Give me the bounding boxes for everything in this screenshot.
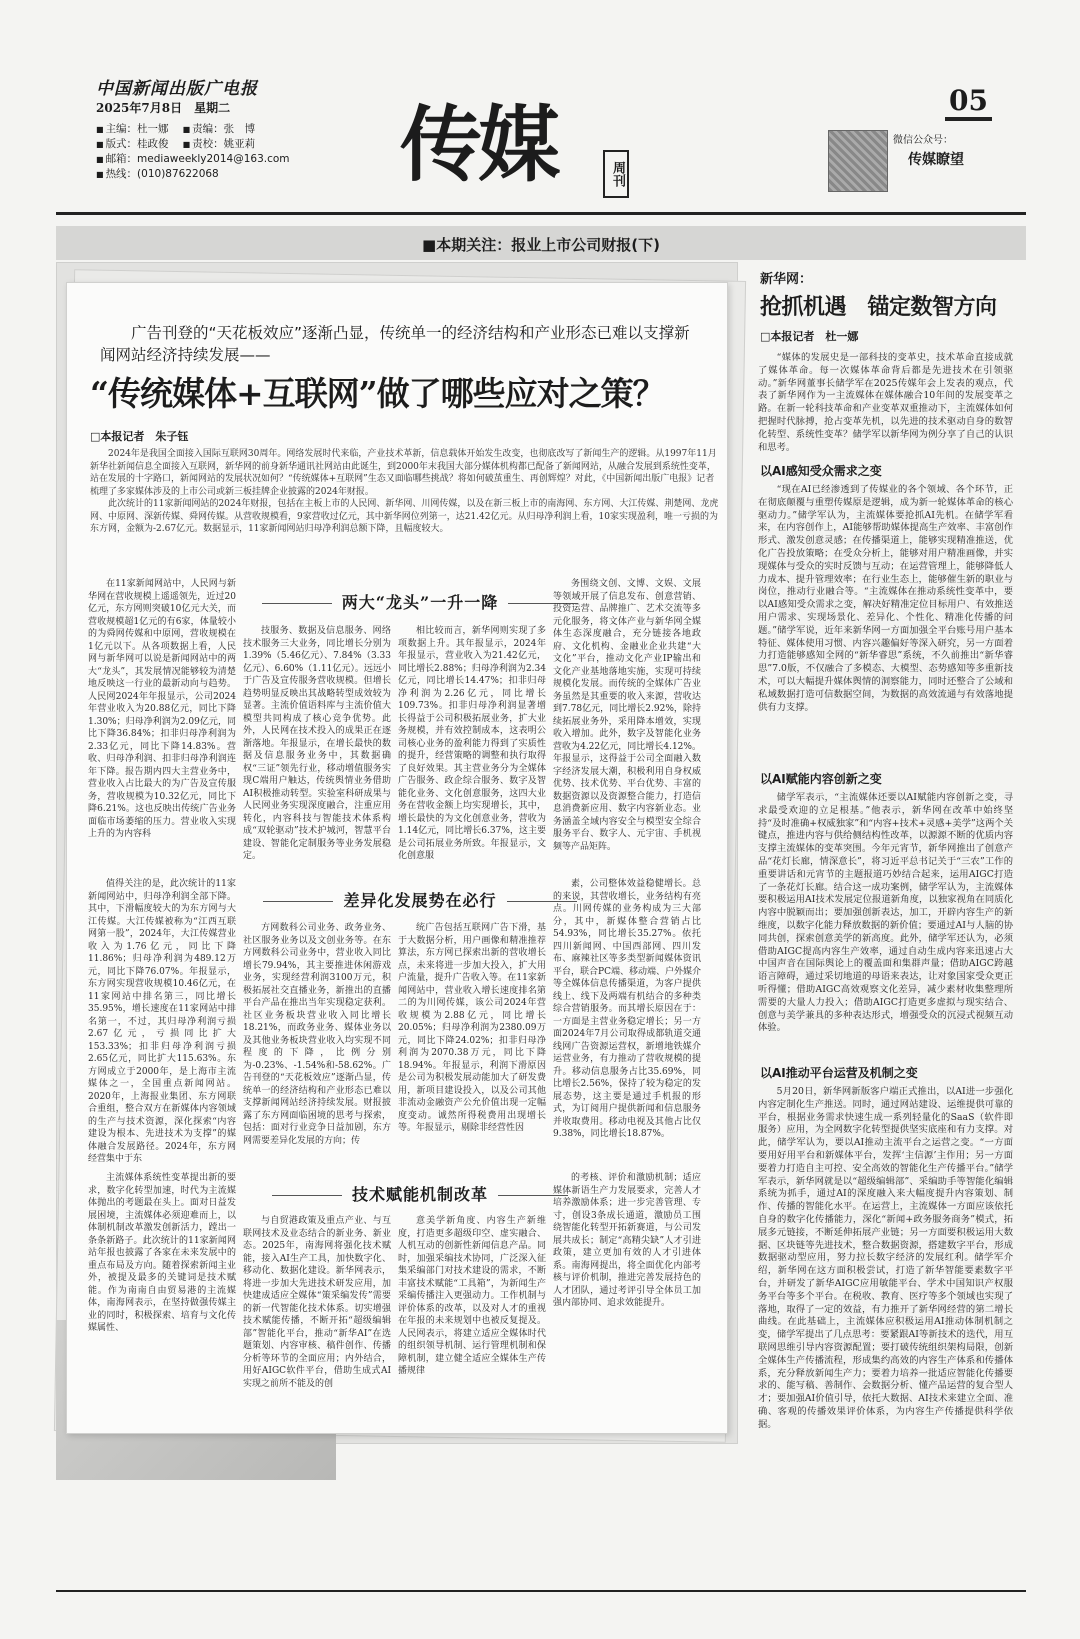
editor-chief: ■ 主编：杜一娜 [96,122,169,137]
intro-paragraph: 此次统计的11家新闻网站的2024年财报，包括在主板上市的人民网、新华网、川网传媒，以及在新三板上市的南海网、东方网、大江传媒、荆楚网、龙虎网、中原网、深新传媒、舜网传媒。从营收规模看，9家营收过亿元，其中新华网位列第一，达21.42亿元。从归母净利润上看，10家实现盈利，唯一亏损的为东方网，金额为-2.67亿元。数据显示，11家新闻网站归母净利润总额下降，且幅度较大。 [90,499,719,534]
side-paragraph-1: “媒体的发展史是一部科技的变革史，技术革命直接成就了媒体革命。每一次媒体革命背后都是先进技术在引领驱动。”新华网董事长储学军在2025传媒年会上发表的观点，代表了新华网作为一主流媒体在媒体融合10年间的发展变革之路。在新一轮科技革命和产业变革双重推动下，主流媒体如何把握时代脉搏，抢占变革先机，以先进的技术驱动自身的数智化转型、系统性变革？储学军以新华网为例分享了自己的认识和思考。 [758,352,1013,453]
section3-col2: 与自贸港政策及重点产业、与互联网技术及业态结合的新业务、新业态。2025年，南海网将强化技术赋能，接入AI生产工具，加快数字化、移动化、数据化建设。新华网表示，将进一步加大先进技术研发应用，加快建成适应全媒体“策采编发传”需要的新一代智能化技术体系。切实增强技术赋能传播，不断开拓“超级编辑部”智能化平台，推动“新华AI”在选题策划、内容审核、稿件创作、传播分析等环节的全面应用；内外结合，用好AIGC软件平台，借助生成式AI实现之前所不能及的创 [243,1216,391,1389]
focus-bar [56,226,1026,260]
article-lead: 广告刊登的“天花板效应”逐渐凸显，传统单一的经济结构和产业形态已难以支撑新闻网站经济持续发展—— [100,324,690,364]
side-subhead-1: 以AI感知受众需求之变 [760,464,882,478]
paper-name: 中国新闻出版广电报 [96,79,258,99]
section1-col4: 务围绕文创、文博、文娱、文展等领域开展了信息发布、创意营销、投资运营、品牌推广、艺术交流等多元化服务，将文体产业与新华网全媒体生态深度融合，充分链接各地政府、文化机构、金融业企业共建“大文化”平台，推动文化产业IP输出和文化产业基地落地实施，实现可持续规模化发展。而传统的全媒体广告业务虽然是其重要的收入来源，营收达到7.78亿元，同比增长2.92%，除持续拓展业务外，采用降本增效，实现收入增加。此外，数字及智能化业务营收为4.22亿元，同比增长4.12%。年报显示，这得益于公司全面融入数字经济发展大潮，积极利用自身权威优势、技术优势、平台优势、丰富的数据资源以及资源整合能力，打造信息消费新应用、数字内容新业态。业务涵盖全域内容安全与模型安全综合服务平台、数字人、元宇宙、手机视频等产品矩阵。 [553,579,701,852]
subhead-2: 差异化发展势在必行 [220,888,620,911]
staff-row-2 [96,137,296,152]
subhead-1: 两大“龙头”一升一降 [220,590,620,613]
section2-col3: 统广告包括互联网广告下滑，基于大数据分析，用户画像和精准推荐算法，东方网已探索出新的营收增长点，未来将进一步加大投入，扩大用户流量，提升广告收入等。在11家新闻网站中，营业收入增长速度排名第二的为川网传媒，该公司2024年营收规模为2.88亿元，同比增长20.05%；归母净利润为2380.09万元，同比下降24.02%；扣非归母净利润为2070.38万元，同比下降18.94%。年报显示，利润下滑原因是公司为积极发展动能加大了研发费用，新项目建设投入，以及公司其他非流动金融资产公允价值出现一定幅度变动。诚然所得税费用出现增长等。年报显示，剔除非经营性因 [398,923,546,1133]
side-paragraph-3: 储学军表示，“主流媒体还要以AI赋能内容创新之变，寻求最受欢迎的立足根基。”他表示，新华网在改革中始终坚持“及时准确+权威独家”和“内容+技术+灵感+美学”这两个关键点，推进内容与供给侧结构性改革，以源源不断的优质内容支撑主流媒体的变革突围。今年元宵节，新华网推出了创意产品“花灯长廊，情深意长”，将习近平总书记关于“三农”工作的重要讲话和元宵节的主题报道巧妙结合起来，运用AIGC打造了一条花灯长廊。结合这一成功案例，储学军认为，主流媒体要积极运用AI技术发展定位报道新角度，以独家视角在同质化内容中脱颖而出；要加强创新表达，加工，开辟内容生产的新维度，以数字化能力释放数据的新价值；要通过AI与人脑的协同共创，探索创意美学的新高度。此外，储学军还认为，必须借助AIGC提高内容生产效率，通过自动生成内容来迅速占大中国声音在国际舆论上的覆盖面和集群声量；借助AIGC跨越语言障碍，通过采切地道的母语来表达，让对象国家受众更正听得懂；借助AIGC高效观察文化差异，减少素材收集整理所需要的大量人力投入；借助AIGC打造更多虚拟与现实结合、创意与美学兼具的多种表达形式，增强受众的沉浸式视频互动体验。 [758,792,1013,1034]
side-subhead-2: 以AI赋能内容创新之变 [760,772,882,786]
bottom-rule [56,1590,1026,1592]
side-byline: □本报记者 杜一娜 [760,330,859,343]
section2-col4: 素，公司整体效益稳健增长。总的来说，其营收增长，业务结构有亮点。川网传媒的业务构成为三大部分，其中，新媒体整合营销占比54.93%，同比增长35.27%。依托四川新闻网、中国西部网、四川发布、麻辣社区等多类型新闻媒体资讯平台，联合PC端、移动端、户外媒介等全媒体信息传播渠道，为客户提供线上、线下及两端有机结合的多种类综合营销服务。而其增长原因在于：一方面是主营业务稳定增长；另一方面2024年7月公司取得成都轨道交通线网广告资源运营权，新增地铁媒介运营业务，有力推动了营收规模的提升。移动信息服务占比35.69%，同比增长2.56%，保持了较为稳定的发展态势，这主要是通过手机报的形式，为订阅用户提供新闻和信息服务并收取费用。移动电视及其他占比仅9.38%，同比增长18.87%。 [553,879,701,1139]
proofreader: ■ 责校：姚亚莉 [183,137,256,152]
section2-col2: 方网数科公司业务、政务业务、社区服务业务以及文创业务等。在东方网数科公司业务中，营业收入同比增长79.94%，其主要推进休闲游戏业务，实现经营利润3100万元，积极拓展社交直播业务，新推出的直播平台产品在推出当年实现稳定获利。社区业务板块营业收入同比增长18.21%，而政务业务、媒体业务以及其他业务板块营业收入均实现不同程度的下降，比例分别为-0.23%、-1.54%和-58.62%。广告刊登的“天花板效应”逐渐凸显，传统单一的经济结构和产业形态已难以支撑新闻网站经济持续发展。财报披露了东方网面临困境的思考与探索，包括：面对行业竞争日益加剧，东方网需要差异化发展的方向；传 [243,923,391,1146]
section1-col3: 相比较而言，新华网则实现了多项数据上升。其年报显示，2024年年报显示，营业收入为21.42亿元，同比增长2.88%；归母净利润为2.34亿元，同比增长14.47%；扣非归母净利润为2.26亿元，同比增长109.73%。扣非归母净利润显著增长得益于公司积极拓展业务，扩大业务规模，并有效控制成本，这表明公司核心业务的盈利能力得到了实质性的提升，经营策略的调整和执行取得了良好效果。其主营业务分为全媒体广告服务、政企综合服务、数字及智能化业务、文化创意服务，这四大业务在营收金额上均实现增长，其中，增长最快的为文化创意业务，营收为1.14亿元，同比增长6.37%，这主要是公司拓展业务所致。年报显示，文化创意服 [398,626,546,861]
subhead-3: 技术赋能机制改革 [220,1182,620,1205]
layout-editor: ■ 版式：桂政俊 [96,137,169,152]
article-intro [90,448,720,536]
weekly-tag: 周刊 [603,150,629,198]
staff-row-1 [96,122,296,137]
side-headline: 抢抓机遇 锚定数智方向 [760,294,997,320]
editor: ■ 责编：张 博 [183,122,256,137]
side-subhead-3: 以AI推动平台运营及机制之变 [760,1066,918,1080]
section2-col1: 值得关注的是，此次统计的11家新闻网站中，归母净利润全部下降。其中，下滑幅度较大的为东方网与大江传媒。大江传媒被称为“江西互联网第一股”，2024年，大江传媒营业收入为1.76亿元，同比下降11.86%；归母净利润为489.12万元，同比下降76.07%。年报显示，东方网实现营收规模10.46亿元，在11家网站中排名第三，同比增长35.95%，增长速度在11家网站中排名第一，不过，其归母净利润亏损2.67亿元，亏损同比扩大153.33%；扣非归母净利润亏损2.65亿元，同比扩大115.63%。东方网成立于2000年，是上海市主流媒体之一，全国重点新闻网站。2020年，上海报业集团、东方网联合重组，整合双方在新媒体内容领域的生产与技术资源，深化探索“内容建设为根本、先进技术为支撑”的媒体融合发展路径。2024年，东方网经营集中于东 [88,879,236,1164]
page-number: 05 [945,84,992,121]
top-rule [56,212,1026,215]
hotline: ■ 热线：(010)87622068 [96,167,296,182]
wechat-name: 传媒瞭望 [908,152,964,168]
article-byline: □本报记者 朱子钰 [90,430,189,443]
wechat-account [893,131,993,169]
side-paragraph-2: “现在AI已经渗透到了传媒业的各个领域、各个环节，正在彻底颠覆与重塑传媒原是逻辑，成为新一轮媒体革命的核心驱动力。”储学军认为，主流媒体要抢抓AI先机。在储学军看来，在内容创作上，AI能够帮助媒体提高生产效率、丰富创作形式、激发创意灵感；在传播渠道上，能够实现精准推送，优化广告投放策略；在受众分析上，能够对用户精准画像，并实现媒体与受众的实时反馈与互动；在运营管理上，能够降低人力成本、提升管理效率；在行业生态上，能够催生新的职业与岗位，推动行业融合等。“主流媒体在推动系统性变革中，要以AI感知受众需求之变，解决好精准定位目标用户、有效推送用户需求、实现场景化、差异化、个性化、精准化传播的问题。”储学军说，近年来新华网一方面加强全平台账号用户基本特征、媒体使用习惯、内容兴趣偏好等深入研究，另一方面着力打造能够感知全网的“新华睿思”系统，不久前推出“新华睿思”7.0版，不仅融合了多模态、大模型、态势感知等多重新技术，可以大幅提升媒体舆情的洞察能力，同时还整合了公域和私域数据打造可信数据空间，为数据的高效流通与有效落地提供有力支撑。 [758,484,1013,713]
section1-col2: 技服务、数据及信息服务、网络技术服务三大业务，同比增长分别为1.39%（5.46亿元）、7.84%（3.33亿元）、6.60%（1.11亿元）。远远小于广告及宣传服务营收规模。但增长趋势明显反映出其战略转型成效较为显著。主流价值语料库与主流价值大模型共同构成了核心竞争优势。此外，人民网在技术投入的成果正在逐渐落地。年报显示，在增长最快的数据及信息服务业务中，其数据确权“三证”领先行业，移动增值服务实现C端用户触达，传统舆情业务借助AI积极推动转型。实验室科研成果与人民网业务实现深度融合，注重应用转化，内容科技与智能技术体系构成“双轮驱动”技术护城河，智慧平台建设、智能化定制服务等业务发展稳定。 [243,626,391,861]
section3-col3: 意美学新角度、内容生产新维度，打造更多超级印空、虚实融合、人机互动的创新性新闻信息产品。同时，加强采编技术协同，广泛深入征集采编部门对技术建设的需求，不断丰富技术赋能“工具箱”，为新闻生产采编传播注入更强动力。工作机制与评价体系的改革，以及对人才的重视在年报的未来规划中也被反复提及。人民网表示，将建立适应全媒体时代的组织领导机制、运行管理机制和保障机制，建立健全适应全媒体生产传播规律 [398,1216,546,1376]
wechat-label: 微信公众号： [893,135,953,146]
side-paragraph-4: 5月20日，新华网新版客户端正式推出，以AI进一步强化内容定制化生产推送。同时，通过网站建设、运维提供可靠的平台，根据业务需求快速生成一系列轻量化的SaaS（软件即服务）应用，为全网数字化转型提供坚实底座和有力支撑。对此，储学军认为，要以AI推动主流平台之运营之变。“一方面要用好用平台和新媒体平台，发挥‘主信源’主作用；另一方面要着力打造自主可控、安全高效的智能化生产传播平台。”储学军表示，新华网就是以“超级编辑部”、采编助手等智能化编辑系统为抓手，通过AI的深度融入来大幅度提升内容策划、制作、传播的智能化水平。在运营上，主流媒体一方面应该依托自身的数字化传播能力，深化“新闻+政务服务商务”模式，拓展多元链接，不断延伸拓展产业链；另一方面要积极运用大数据、区块链等先进技术，整合数据资源，搭建数字平台，形成数据驱动型应用，努力拉长数字经济的发展红利。储学军介绍，新华网在这方面积极尝试，打造了新华智能要素数字平台，并研发了新华AIGC应用敏能平台、学术中国知识产权服务平台等多个平台。在税收、教育、医疗等多个领域也实现了落地，取得了一定的效益，有力推开了新华网经营的第二增长曲线。在此基础上，主流媒体应积极运用AI推动体制机制之变，储学军提出了几点思考：要紧跟AI等新技术的迭代，用互联网思维引导内容资源配置；要打破传统组织架构局限，创新全媒体生产传播流程，形成集约高效的内容生产体系和传播体系，充分释放新闻生产力；要着力培养一批适应智能化传播要求的、能写稿、善制作、会数据分析、懂产品运营的复合型人才；要加强AI价值引导，依托大数据、AI技术来建立全面、准确、客观的传播效果评价体系，为内容生产传播提供科学依据。 [758,1086,1013,1430]
intro-paragraph: 2024年是我国全面接入国际互联网30周年。网络发展时代来临，产业技术革新，信息载体开始发生改变，也彻底改写了新闻生产的逻辑。从1997年11月新华社新闻信息全面接入互联网，新华网的前身新华通讯社网站由此诞生，到2000年末我国大部分媒体机构都已配备了新闻网站，从融合发展到系统性变革，站在发展的十字路口，新闻网站的发展状况如何？“传统媒体+互联网”生态又面临哪些挑战？将如何破茧重生、再创辉煌？对此，《中国新闻出版广电报》记者梳理了多家媒体涉及的上市公司或新三板挂牌企业披露的2024年财报。 [90,449,717,497]
section3-col1: 主流媒体系统性变革提出新的要求，数字化转型加速，时代为主流媒体抛出的考题最在头上。面对日益发展困境，主流媒体必须迎难而上，以体制机制改革激发创新活力，蹚出一条条新路子。此次统计的11家新闻网站年报也披露了各家在未来发展中的重点布局及方向。随着探索新闻主业外，被提及最多的关键词是技术赋能。作为南南自由贸易港的主流媒体，南海网表示，在坚持做强传媒主业的同时，积极探索、培育与文化传媒属性、 [88,1173,236,1333]
section-title: 传媒 [400,97,557,193]
masthead-info [96,79,296,182]
email: ■ 邮箱：mediaweekly2014@163.com [96,152,296,167]
section1-col1: 在11家新闻网站中，人民网与新华网在营收规模上遥遥领先，近过20亿元，东方网则突破10亿元大关，而营收规模超1亿元的有6家，体量较小的为舜网传媒和中原网，营收规模在1亿元以下。从各项数据上看，人民网与新华网可以说是新闻网站中的两大“龙头”，其发展情况能够较为清楚地反映这一行业的最新动向与趋势。人民网2024年年报显示，公司2024年营业收入为20.88亿元，同比下降1.30%；归母净利润为2.09亿元，同比下降36.84%；扣非归母净利润为2.33亿元，同比下降14.83%。营收、归母净利润、扣非归母净利润连年下降。报告期内四大主营业务中，营业收入占比最大的为广告及宣传服务，营收规模为10.32亿元，同比下降6.21%。这也反映出传统广告业务面临市场萎缩的压力。营业收入实现上升的为内容科 [88,579,236,839]
side-kicker: 新华网： [760,272,813,287]
section3-col4: 的考核、评价和激励机制；适应媒体新语生产力发展要求，完善人才培养激励体系；进一步完善管理、专寸，创设3条成长通道，激励员工围绕智能化转型开拓新赛道，与公司发展共成长；制定“高精尖缺”人才引进政策，建立更加有效的人才引进体系。南海网提出，将全面优化内部考核与评价机制，推进完善发展持色的人才团队，通过考评引导全体员工加强内部协同、追求效能提升。 [553,1173,701,1308]
article-headline: “传统媒体+互联网”做了哪些应对之策？ [90,374,665,413]
qr-code-icon [828,130,888,192]
publication-date: 2025年7月8日 星期二 [96,101,231,115]
focus-text: ■本期关注：报业上市公司财报(下) [422,236,660,254]
